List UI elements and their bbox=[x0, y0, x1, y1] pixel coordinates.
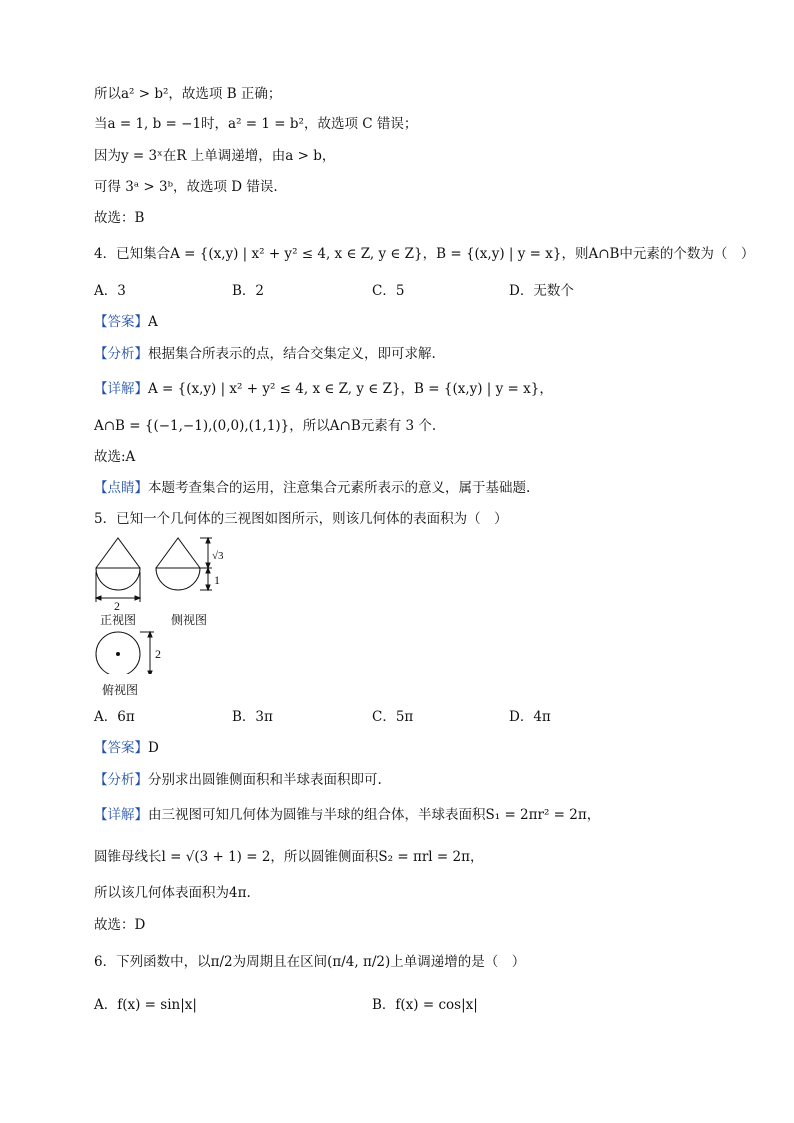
q5-selection: 故选：D bbox=[94, 917, 146, 933]
three-view-figure bbox=[90, 534, 240, 674]
dim-diameter: 2 bbox=[155, 647, 161, 661]
analysis-tag: 【分析】 bbox=[94, 772, 148, 788]
q5-detail bbox=[94, 805, 600, 825]
front-view bbox=[96, 538, 140, 602]
q5-detail-3: 所以该几何体表面积为4π. bbox=[94, 885, 251, 901]
analysis-text: 分别求出圆锥侧面积和半球表面积即可. bbox=[148, 772, 382, 788]
detail-text: A = {(x,y) | x² + y² ≤ 4, x ∈ Z, y ∈ Z}，B = {(x,y) | y = x}， bbox=[148, 381, 553, 397]
answer-value: A bbox=[148, 314, 158, 330]
text-line: 当a = 1, b = −1时，a² = 1 = b²，故选项 C 错误； bbox=[94, 116, 418, 132]
q4-detail bbox=[94, 379, 553, 399]
q4-option-d: D．无数个 bbox=[509, 283, 574, 299]
q4-answer bbox=[94, 312, 158, 332]
q5-option-b: B．3π bbox=[232, 709, 273, 725]
analysis-tag: 【分析】 bbox=[94, 346, 148, 362]
q4-option-c: C．5 bbox=[372, 283, 405, 299]
question-4-stem: 4．已知集合A = {(x,y) | x² + y² ≤ 4, x ∈ Z, y ∈ Z}，B = {(x,y) | y = x}，则A∩B中元素的个数为（ ） bbox=[94, 246, 755, 262]
q4-detail-2: A∩B = {(−1,−1),(0,0),(1,1)}，所以A∩B元素有 3 个. bbox=[94, 418, 437, 434]
front-view-caption: 正视图 bbox=[100, 613, 137, 627]
q4-option-b: B．2 bbox=[232, 283, 265, 299]
text-line: 故选：B bbox=[94, 210, 145, 226]
q5-detail-2: 圆锥母线长l = √(3 + 1) = 2，所以圆锥侧面积S₂ = πrl = 2π， bbox=[94, 849, 484, 865]
q5-option-c: C．5π bbox=[372, 709, 414, 725]
remark-text: 本题考查集合的运用，注意集合元素所表示的意义，属于基础题. bbox=[148, 480, 531, 496]
answer-tag: 【答案】 bbox=[94, 314, 148, 330]
answer-tag: 【答案】 bbox=[94, 740, 148, 756]
dim-width: 2 bbox=[114, 599, 120, 613]
center-dot bbox=[116, 652, 120, 656]
analysis-text: 根据集合所表示的点，结合交集定义，即可求解. bbox=[148, 346, 436, 362]
q5-analysis bbox=[94, 770, 382, 790]
side-view bbox=[156, 538, 212, 590]
q4-option-a: A．3 bbox=[94, 283, 126, 299]
detail-tag: 【详解】 bbox=[94, 381, 148, 397]
top-view-caption: 俯视图 bbox=[102, 683, 139, 697]
text-line: 因为y = 3ˣ在R 上单调递增，由a > b， bbox=[94, 148, 336, 164]
q4-selection: 故选:A bbox=[94, 449, 136, 465]
top-view bbox=[96, 632, 154, 674]
q4-remark bbox=[94, 478, 530, 498]
q5-answer bbox=[94, 738, 159, 758]
text-line: 所以a² > b²，故选项 B 正确； bbox=[94, 86, 282, 102]
q5-option-a: A．6π bbox=[94, 709, 135, 725]
q6-option-a: A．f(x) = sin|x| bbox=[94, 997, 197, 1013]
detail-text: 由三视图可知几何体为圆锥与半球的组合体，半球表面积S₁ = 2πr² = 2π， bbox=[148, 807, 601, 823]
answer-value: D bbox=[148, 740, 159, 756]
side-view-caption: 侧视图 bbox=[171, 613, 208, 627]
q5-option-d: D．4π bbox=[509, 709, 551, 725]
detail-tag: 【详解】 bbox=[94, 807, 148, 823]
question-6-stem: 6．下列函数中，以π/2为周期且在区间(π/4, π/2)上单调递增的是（ ） bbox=[94, 954, 526, 970]
dim-cone-height: √3 bbox=[212, 550, 224, 562]
remark-tag: 【点睛】 bbox=[94, 480, 148, 496]
q4-analysis bbox=[94, 344, 436, 364]
dim-hemisphere-height: 1 bbox=[214, 573, 220, 587]
text-line: 可得 3ᵃ > 3ᵇ，故选项 D 错误. bbox=[94, 179, 278, 195]
q6-option-b: B．f(x) = cos|x| bbox=[372, 997, 478, 1013]
question-5-stem: 5．已知一个几何体的三视图如图所示，则该几何体的表面积为（ ） bbox=[94, 511, 508, 527]
